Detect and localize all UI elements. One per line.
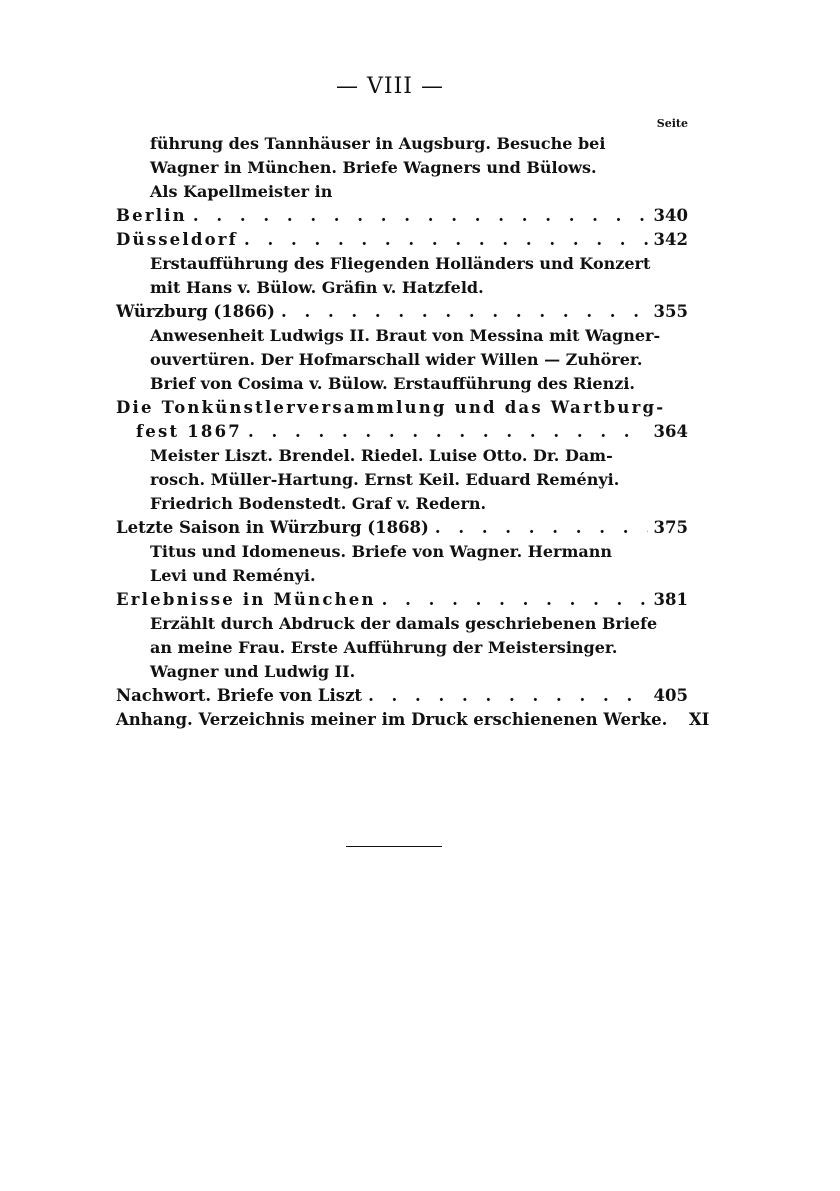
toc-entry-title: Erlebnisse in München: [116, 590, 376, 609]
toc-entry-wartburgfest-continuation[interactable]: [136, 420, 688, 444]
toc-description-line: ouvertüren. Der Hofmarschall wider Willen — Zuhörer.: [150, 350, 643, 369]
toc-description-line: an meine Frau. Erste Aufführung der Meistersinger.: [150, 638, 618, 657]
toc-entry-title: Düsseldorf: [116, 230, 238, 249]
toc-description-line: Brief von Cosima v. Bülow. Erstaufführung des Rienzi.: [150, 374, 635, 393]
toc-page-number: 364: [653, 422, 688, 441]
leader-dots: [281, 300, 648, 324]
toc-description-line: Erzählt durch Abdruck der damals geschriebenen Briefe: [150, 614, 658, 633]
leader-dots: [435, 516, 648, 540]
toc-entry-wuerzburg-1866[interactable]: [116, 300, 688, 324]
toc-entry-anhang[interactable]: [116, 708, 710, 732]
seite-column-label: Seite: [656, 117, 688, 130]
toc-entry-letzte-saison[interactable]: [116, 516, 688, 540]
toc-page-number: XI: [688, 710, 710, 729]
closing-rule: [346, 846, 442, 847]
toc-page-number: 405: [653, 686, 688, 705]
toc-entry-berlin[interactable]: [116, 204, 688, 228]
toc-page-number: 340: [653, 206, 688, 225]
toc-description-line: Friedrich Bodenstedt. Graf v. Redern.: [150, 494, 487, 513]
toc-entry-title: Letzte Saison in Würzburg (1868): [116, 518, 429, 537]
toc-description-line: Wagner und Ludwig II.: [150, 662, 356, 681]
toc-description-line: Meister Liszt. Brendel. Riedel. Luise Otto. Dr. Dam-: [150, 446, 613, 465]
toc-page-number: 375: [653, 518, 688, 537]
toc-entry-title: Die Tonkünstlerversammlung und das Wartburg-: [116, 398, 666, 417]
toc-page-number: 355: [653, 302, 688, 321]
toc-description-line: Anwesenheit Ludwigs II. Braut von Messina mit Wagner-: [150, 326, 661, 345]
leader-dots: [368, 684, 647, 708]
page-number: — VIII —: [336, 74, 444, 99]
toc-entry-title: Würzburg (1866): [116, 302, 275, 321]
leader-dots: [382, 588, 648, 612]
toc-description-line: Erstaufführung des Fliegenden Holländers und Konzert: [150, 254, 651, 273]
toc-entry-title: Berlin: [116, 206, 187, 225]
toc-entry-duesseldorf[interactable]: [116, 228, 688, 252]
toc-entry-erlebnisse-in-muenchen[interactable]: [116, 588, 688, 612]
toc-description-line: Als Kapellmeister in: [150, 182, 333, 201]
toc-description-line: mit Hans v. Bülow. Gräfin v. Hatzfeld.: [150, 278, 484, 297]
toc-page-number: 342: [653, 230, 688, 249]
toc-entry-title: Anhang. Verzeichnis meiner im Druck erschienenen Werke.: [116, 710, 668, 729]
toc-page-number: 381: [653, 590, 688, 609]
toc-entry-tonkuenstlerversammlung[interactable]: [116, 396, 688, 420]
leader-dots: [244, 228, 648, 252]
toc-entry-nachwort[interactable]: [116, 684, 688, 708]
toc-entry-title: Nachwort. Briefe von Liszt: [116, 686, 363, 705]
toc-entry-title: fest 1867: [136, 422, 242, 441]
toc-description-line: Wagner in München. Briefe Wagners und Bülows.: [150, 158, 597, 177]
toc-description-line: Levi und Reményi.: [150, 566, 316, 585]
leader-dots: [248, 420, 648, 444]
toc-description-line: Titus und Idomeneus. Briefe von Wagner. Hermann: [150, 542, 613, 561]
toc-description-line: rosch. Müller-Hartung. Ernst Keil. Eduard Reményi.: [150, 470, 620, 489]
toc-description-line: führung des Tannhäuser in Augsburg. Besuche bei: [150, 134, 606, 153]
leader-dots: [193, 204, 648, 228]
